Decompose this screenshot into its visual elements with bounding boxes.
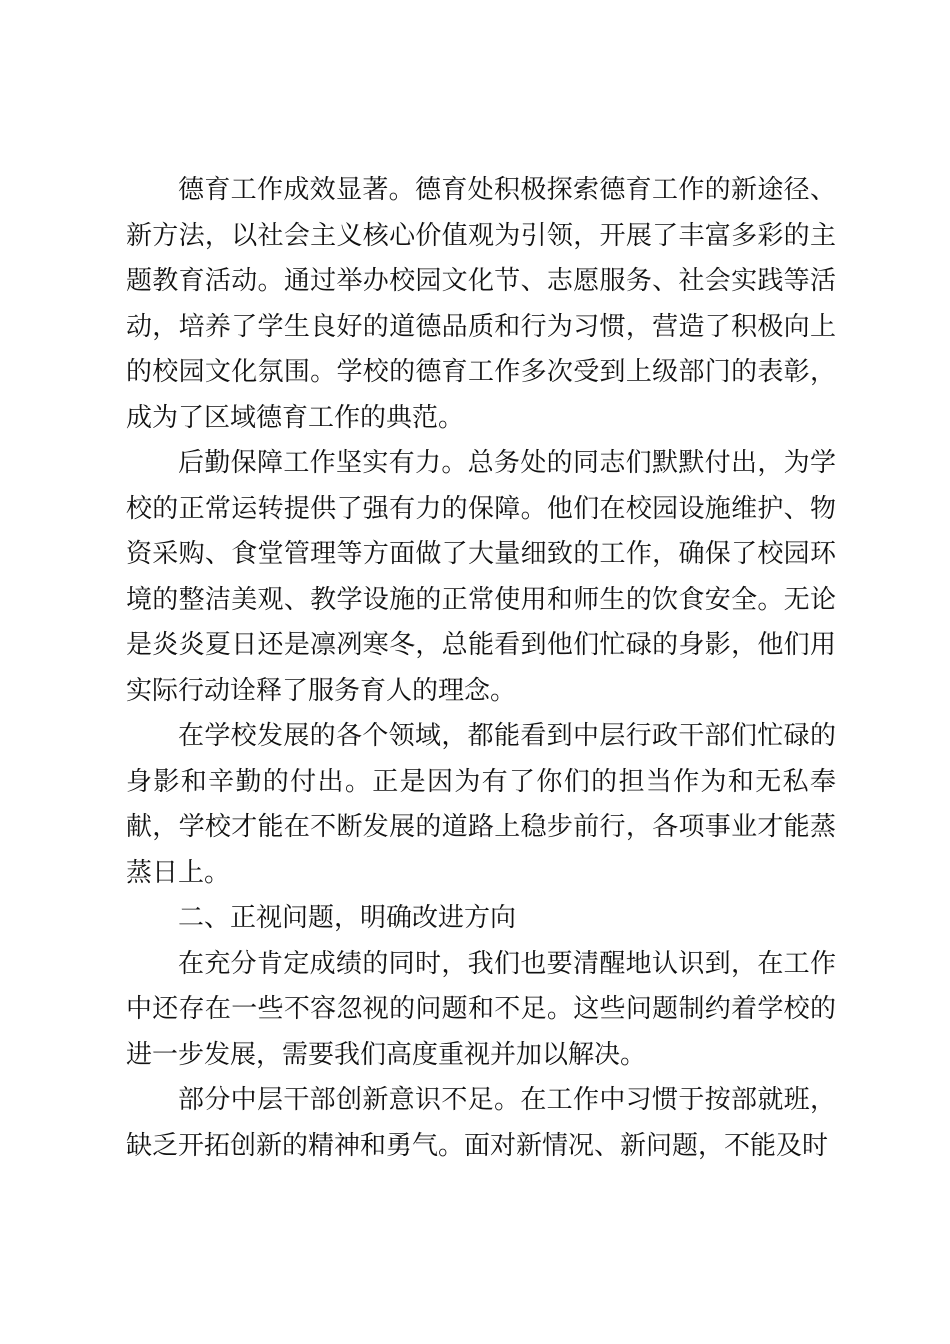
paragraph-innovation: 部分中层干部创新意识不足。在工作中习惯于按部就班，缺乏开拓创新的精神和勇气。面对新情况、新问题，不能及时 bbox=[126, 1085, 836, 1161]
paragraph-problems-intro: 在充分肯定成绩的同时，我们也要清醒地认识到，在工作中还存在一些不容忽视的问题和不足。这些问题制约着学校的进一步发展，需要我们高度重视并加以解决。 bbox=[126, 948, 836, 1070]
paragraph-middle-cadres: 在学校发展的各个领域，都能看到中层行政干部们忙碌的身影和辛勤的付出。正是因为有了你们的担当作为和无私奉献，学校才能在不断发展的道路上稳步前行，各项事业才能蒸蒸日上。 bbox=[126, 721, 836, 888]
paragraph-logistics: 后勤保障工作坚实有力。总务处的同志们默默付出，为学校的正常运转提供了强有力的保障。他们在校园设施维护、物资采购、食堂管理等方面做了大量细致的工作，确保了校园环境的整洁美观、教学设施的正常使用和师生的饮食安全。无论是炎炎夏日还是凛冽寒冬，总能看到他们忙碌的身影，他们用实际行动诠释了服务育人的理念。 bbox=[126, 448, 836, 706]
section-heading: 二、正视问题，明确改进方向 bbox=[178, 903, 517, 933]
paragraph-moral-education: 德育工作成效显著。德育处积极探索德育工作的新途径、新方法，以社会主义核心价值观为引领，开展了丰富多彩的主题教育活动。通过举办校园文化节、志愿服务、社会实践等活动，培养了学生良好的道德品质和行为习惯，营造了积极向上的校园文化氛围。学校的德育工作多次受到上级部门的表彰，成为了区域德育工作的典范。 bbox=[126, 175, 836, 433]
document-body bbox=[126, 168, 836, 1169]
